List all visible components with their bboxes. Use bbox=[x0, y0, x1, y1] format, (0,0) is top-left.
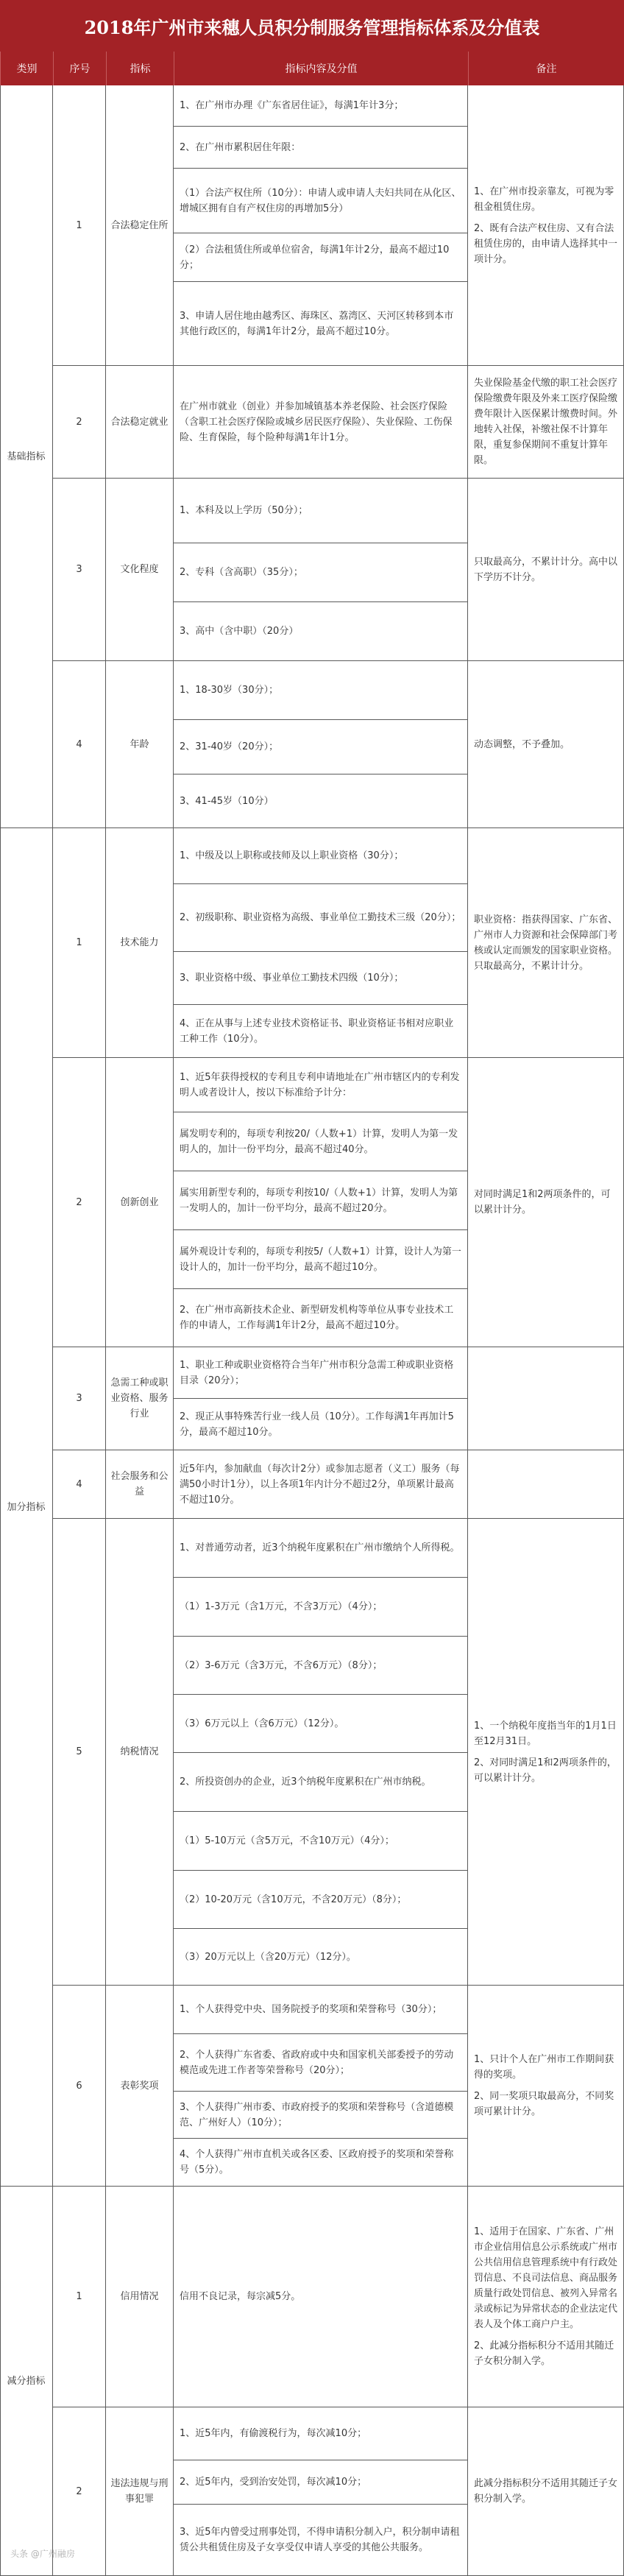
indicator-cell: 合法稳定就业 bbox=[106, 366, 174, 479]
content-text: 3、申请人居住地由越秀区、海珠区、荔湾区、天河区转移到本市其他行政区的，每满1年计2分，最高不超过10分。 bbox=[180, 310, 454, 337]
seq-cell: 4 bbox=[53, 1450, 106, 1519]
content-text: 2、现正从事特殊苦行业一线人员（10分）。工作每满1年再加计5分，最高不超过10分。 bbox=[180, 1411, 454, 1438]
remark-cell bbox=[468, 1986, 624, 2187]
content-item bbox=[174, 1171, 468, 1230]
content-text: 2、在广州市累积居住年限： bbox=[180, 141, 301, 153]
content-text: 属外观设计专利的，每项专利按5/（人数+1）计算，设计人为第一设计人的，加计一份平均分，最高不超过10分。 bbox=[180, 1246, 461, 1273]
content-item bbox=[174, 952, 468, 1005]
content-item bbox=[174, 1578, 468, 1637]
content-text: 近5年内，参加献血（每次计2分）或参加志愿者（义工）服务（每满50小时计1分），以上各项1年内计分不超过2分，单项累计最高不超过10分。 bbox=[180, 1463, 460, 1506]
content-item bbox=[174, 602, 468, 661]
seq-cell: 2 bbox=[53, 1058, 106, 1347]
content-item bbox=[174, 85, 468, 127]
seq-cell: 6 bbox=[53, 1986, 106, 2187]
category-cell: 基础指标 bbox=[0, 85, 53, 828]
header-remark: 备注 bbox=[468, 52, 624, 85]
remark-cell bbox=[468, 1347, 624, 1450]
content-item bbox=[174, 1230, 468, 1289]
remark-cell bbox=[468, 2407, 624, 2576]
remark-text: 职业资格：指获得国家、广东省、广州市人力资源和社会保障部门考核或认定而颁发的国家职业资格。只取最高分，不累计计分。 bbox=[474, 914, 618, 972]
content-item bbox=[174, 774, 468, 828]
remark-cell bbox=[468, 479, 624, 661]
remark-text: 只取最高分，不累计计分。高中以下学历不计分。 bbox=[474, 556, 618, 583]
content-item bbox=[174, 2139, 468, 2187]
remark-text: 动态调整，不予叠加。 bbox=[474, 738, 570, 750]
indicator-cell: 合法稳定住所 bbox=[106, 85, 174, 366]
content-item bbox=[174, 828, 468, 884]
content-text: 1、18-30岁（30分）； bbox=[180, 685, 279, 696]
remark-text: 对同时满足1和2两项条件的，可以累计计分。 bbox=[474, 1189, 611, 1215]
content-text: （2）合法租赁住所或单位宿舍，每满1年计2分，最高不超过10分； bbox=[180, 244, 450, 271]
content-text: 2、近5年内，受到治安处罚，每次减10分； bbox=[180, 2477, 367, 2488]
header-seq: 序号 bbox=[53, 52, 106, 85]
content-text: 2、专科（含高职）（35分）； bbox=[180, 567, 303, 578]
content-item bbox=[174, 1399, 468, 1450]
content-item bbox=[174, 169, 468, 233]
remark-text: 1、在广州市投亲靠友，可视为零租金租赁住房。 bbox=[474, 186, 614, 213]
content-item bbox=[174, 2034, 468, 2092]
remark-cell bbox=[468, 85, 624, 366]
category-cell: 加分指标 bbox=[0, 828, 53, 2187]
header-category: 类别 bbox=[0, 52, 53, 85]
content-item bbox=[174, 1058, 468, 1112]
content-text: 2、初级职称、职业资格为高级、事业单位工勤技术三级（20分）； bbox=[180, 912, 461, 923]
content-text: 4、正在从事与上述专业技术资格证书、职业资格证书相对应职业工种工作（10分）。 bbox=[180, 1017, 454, 1045]
seq-cell: 3 bbox=[53, 1347, 106, 1450]
content-text: 1、中级及以上职称或技师及以上职业资格（30分）； bbox=[180, 850, 404, 861]
content-item bbox=[174, 1637, 468, 1695]
content-item bbox=[174, 2187, 468, 2407]
remark-cell bbox=[468, 1450, 624, 1519]
remark-text: 2、既有合法产权住房、又有合法租赁住房的，由申请人选择其中一项计分。 bbox=[474, 222, 618, 265]
seq-cell: 3 bbox=[53, 479, 106, 661]
remark-text: 2、同一奖项只取最高分，不同奖项可累计计分。 bbox=[474, 2091, 614, 2117]
content-item bbox=[174, 479, 468, 543]
seq-cell: 2 bbox=[53, 366, 106, 479]
content-text: 2、所投资创办的企业，近3个纳税年度累积在广州市纳税。 bbox=[180, 1776, 431, 1788]
content-text: 1、个人获得党中央、国务院授予的奖项和荣誉称号（30分）； bbox=[180, 2004, 442, 2015]
content-text: 信用不良记录，每宗减5分。 bbox=[180, 2291, 301, 2302]
content-text: （1）合法产权住所（10分）：申请人或申请人夫妇共同在从化区、增城区拥有自有产权住房的再增加5分） bbox=[180, 187, 461, 214]
remark-cell bbox=[468, 1058, 624, 1347]
indicator-cell: 创新创业 bbox=[106, 1058, 174, 1347]
content-text: 属发明专利的，每项专利按20/（人数+1）计算，发明人为第一发明人的，加计一份平均分，最高不超过40分。 bbox=[180, 1128, 458, 1155]
remark-text: 2、对同时满足1和2两项条件的，可以累计计分。 bbox=[474, 1757, 617, 1784]
remark-cell bbox=[468, 828, 624, 1058]
content-text: 1、职业工种或职业资格符合当年广州市积分急需工种或职业资格目录（20分）； bbox=[180, 1359, 454, 1386]
content-item bbox=[174, 1929, 468, 1986]
content-item bbox=[174, 1986, 468, 2034]
content-text: 1、近5年内，有偷渡税行为，每次减10分； bbox=[180, 2428, 367, 2439]
indicator-cell: 违法违规与刑事犯罪 bbox=[106, 2407, 174, 2576]
remark-cell bbox=[468, 1519, 624, 1986]
seq-cell: 5 bbox=[53, 1519, 106, 1986]
indicator-cell: 技术能力 bbox=[106, 828, 174, 1058]
indicator-cell: 急需工种或职业资格、服务行业 bbox=[106, 1347, 174, 1450]
content-item bbox=[174, 1519, 468, 1578]
content-text: 2、31-40岁（20分）； bbox=[180, 741, 279, 752]
content-text: 属实用新型专利的，每项专利按10/（人数+1）计算，发明人为第一发明人的，加计一份平均分，最高不超过20分。 bbox=[180, 1187, 458, 1214]
remark-cell bbox=[468, 366, 624, 479]
remark-text: 1、适用于在国家、广东省、广州市企业信用信息公示系统或广州市公共信用信息管理系统中有行政处罚信息、不良司法信息、商品服务质量行政处罚信息、被列入异常名录或标记为异常状态的企业法定代表人及个体工商户户主。 bbox=[474, 2226, 618, 2330]
content-text: 3、41-45岁（10分） bbox=[180, 795, 274, 807]
seq-cell: 1 bbox=[53, 2187, 106, 2407]
remark-text: 此减分指标积分不适用其随迁子女积分制入学。 bbox=[474, 2478, 618, 2505]
page-title: 2018年广州市来穗人员积分制服务管理指标体系及分值表 bbox=[0, 0, 624, 52]
content-item bbox=[174, 1005, 468, 1058]
remark-text: 1、一个纳税年度指当年的1月1日至12月31日。 bbox=[474, 1720, 617, 1747]
content-text: （1）1-3万元（含1万元，不含3万元）（4分）； bbox=[180, 1601, 383, 1612]
content-item bbox=[174, 2092, 468, 2139]
seq-cell: 4 bbox=[53, 661, 106, 828]
content-text: 1、在广州市办理《广东省居住证》，每满1年计3分； bbox=[180, 100, 404, 111]
content-text: （3）20万元以上（含20万元）（12分）。 bbox=[180, 1951, 356, 1963]
content-text: （3）6万元以上（含6万元）（12分）。 bbox=[180, 1718, 344, 1729]
indicator-cell: 纳税情况 bbox=[106, 1519, 174, 1986]
seq-cell: 1 bbox=[53, 85, 106, 366]
table-border bbox=[0, 85, 1, 2576]
content-item bbox=[174, 1289, 468, 1347]
content-text: 在广州市就业（创业）并参加城镇基本养老保险、社会医疗保险（含职工社会医疗保险或城乡居民医疗保险）、失业保险、工伤保险、生育保险，每个险种每满1年计1分。 bbox=[180, 400, 453, 443]
content-text: 3、职业资格中级、事业单位工勤技术四级（10分）； bbox=[180, 973, 404, 984]
remark-text: 失业保险基金代缴的职工社会医疗保险缴费年限及外来工医疗保险缴费年限计入医保累计缴费时间。外地转入社保，补缴社保不计算年限，重复参保期间不重复计算年限。 bbox=[474, 378, 618, 466]
content-item bbox=[174, 1812, 468, 1871]
content-item bbox=[174, 2505, 468, 2576]
content-text: 4、个人获得广州市直机关或各区委、区政府授予的奖项和荣誉称号（5分）。 bbox=[180, 2149, 454, 2176]
content-item bbox=[174, 282, 468, 366]
content-text: 1、对普通劳动者，近3个纳税年度累积在广州市缴纳个人所得税。 bbox=[180, 1542, 460, 1553]
header-indicator: 指标 bbox=[106, 52, 174, 85]
content-text: （2）3-6万元（含3万元，不含6万元）（8分）； bbox=[180, 1659, 383, 1671]
seq-cell: 1 bbox=[53, 828, 106, 1058]
content-text: 3、个人获得广州市委、市政府授予的奖项和荣誉称号（含道德模范、广州好人）（10分）； bbox=[180, 2101, 454, 2128]
watermark: 头条 @广州融房 bbox=[10, 2549, 75, 2559]
content-item bbox=[174, 2407, 468, 2460]
content-item bbox=[174, 1695, 468, 1753]
content-item bbox=[174, 1871, 468, 1929]
content-item bbox=[174, 1450, 468, 1519]
indicator-cell: 表彰奖项 bbox=[106, 1986, 174, 2187]
content-text: 2、在广州市高新技术企业、新型研发机构等单位从事专业技术工作的申请人，工作每满1年计2分，最高不超过10分。 bbox=[180, 1305, 454, 1331]
content-text: （2）10-20万元（含10万元，不含20万元）（8分）； bbox=[180, 1894, 407, 1905]
indicator-cell: 社会服务和公益 bbox=[106, 1450, 174, 1519]
content-text: 3、高中（含中职）（20分） bbox=[180, 626, 299, 637]
content-item bbox=[174, 661, 468, 720]
content-text: 1、近5年获得授权的专利且专利申请地址在广州市辖区内的专利发明人或者设计人，按以下标准给予计分： bbox=[180, 1071, 460, 1098]
content-text: 2、个人获得广东省委、省政府或中央和国家机关部委授予的劳动模范或先进工作者等荣誉称号（20分）； bbox=[180, 2049, 454, 2076]
category-cell: 减分指标 bbox=[0, 2187, 53, 2576]
header-content: 指标内容及分值 bbox=[174, 52, 468, 85]
indicator-cell: 年龄 bbox=[106, 661, 174, 828]
content-item bbox=[174, 366, 468, 479]
indicator-cell: 信用情况 bbox=[106, 2187, 174, 2407]
remark-cell bbox=[468, 2187, 624, 2407]
content-item bbox=[174, 720, 468, 774]
content-text: （1）5-10万元（含5万元，不含10万元）（4分）； bbox=[180, 1835, 394, 1846]
indicator-cell: 文化程度 bbox=[106, 479, 174, 661]
remark-text: 1、只计个人在广州市工作期间获得的奖项。 bbox=[474, 2054, 614, 2081]
content-item bbox=[174, 1347, 468, 1399]
remark-cell bbox=[468, 661, 624, 828]
content-item bbox=[174, 2460, 468, 2505]
remark-text: 2、此减分指标积分不适用其随迁子女积分制入学。 bbox=[474, 2340, 614, 2367]
seq-cell: 2 bbox=[53, 2407, 106, 2576]
content-item bbox=[174, 884, 468, 952]
content-item bbox=[174, 1753, 468, 1812]
content-item bbox=[174, 543, 468, 602]
content-item bbox=[174, 233, 468, 282]
content-text: 3、近5年内曾受过刑事处罚，不得申请积分制入户，积分制申请租赁公共租赁住房及子女享受仅申请人享受的其他公共服务。 bbox=[180, 2527, 460, 2553]
content-item bbox=[174, 1112, 468, 1171]
content-text: 1、本科及以上学历（50分）； bbox=[180, 505, 308, 516]
content-item bbox=[174, 127, 468, 169]
